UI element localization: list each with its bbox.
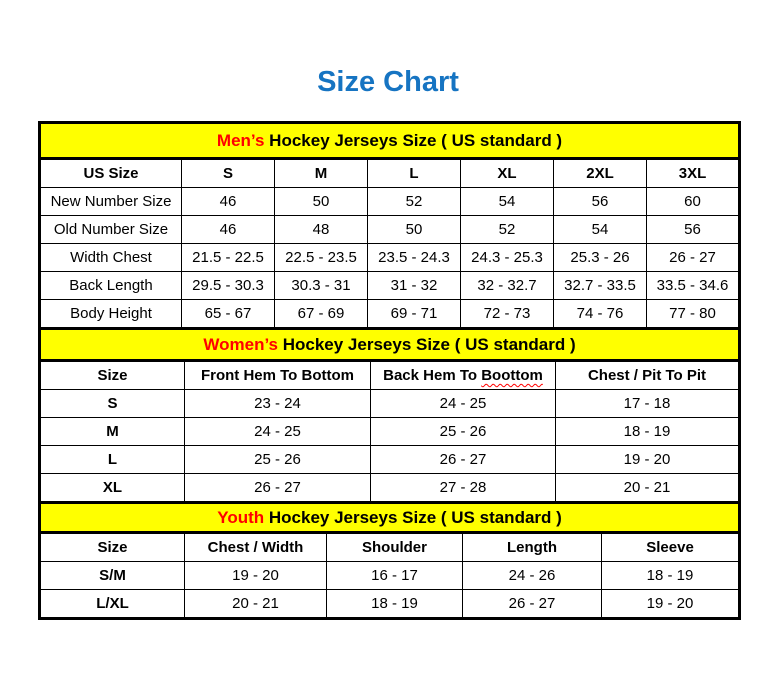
row-label: M (40, 418, 185, 446)
size-value-cell: 25 - 26 (185, 446, 371, 474)
column-header: US Size (40, 159, 182, 188)
table-row (40, 188, 740, 216)
column-header-row (40, 361, 740, 390)
row-label: New Number Size (40, 188, 182, 216)
column-header-row (40, 159, 740, 188)
section-title-rest: Hockey Jerseys Size ( US standard ) (264, 507, 562, 527)
size-value-cell: 52 (461, 216, 554, 244)
column-header: 3XL (647, 159, 740, 188)
column-header: Shoulder (327, 533, 463, 562)
column-header: Sleeve (602, 533, 740, 562)
table-row (40, 474, 740, 503)
size-value-cell: 24.3 - 25.3 (461, 244, 554, 272)
size-value-cell: 69 - 71 (368, 300, 461, 329)
table-row (40, 446, 740, 474)
size-value-cell: 30.3 - 31 (275, 272, 368, 300)
table-row (40, 300, 740, 329)
table-row (40, 244, 740, 272)
size-value-cell: 27 - 28 (371, 474, 556, 503)
section-title-rest: Hockey Jerseys Size ( US standard ) (264, 130, 563, 150)
section-title-highlight: Men’s (216, 130, 265, 150)
size-value-cell: 26 - 27 (463, 590, 602, 619)
size-value-cell: 29.5 - 30.3 (182, 272, 275, 300)
section-title (40, 503, 740, 533)
size-value-cell: 56 (554, 188, 647, 216)
section-title (40, 329, 740, 361)
size-value-cell: 32 - 32.7 (461, 272, 554, 300)
column-header: XL (461, 159, 554, 188)
size-value-cell: 18 - 19 (602, 562, 740, 590)
womens-size-table (38, 327, 741, 504)
size-value-cell: 26 - 27 (647, 244, 740, 272)
misspelled-word: Boottom (481, 367, 543, 384)
size-value-cell: 54 (461, 188, 554, 216)
size-value-cell: 46 (182, 216, 275, 244)
column-header: S (182, 159, 275, 188)
row-label: XL (40, 474, 185, 503)
size-value-cell: 22.5 - 23.5 (275, 244, 368, 272)
table-row (40, 216, 740, 244)
size-value-cell: 25.3 - 26 (554, 244, 647, 272)
size-value-cell: 19 - 20 (185, 562, 327, 590)
size-value-cell: 18 - 19 (556, 418, 740, 446)
section-title-rest: Hockey Jerseys Size ( US standard ) (278, 334, 576, 354)
size-value-cell: 72 - 73 (461, 300, 554, 329)
column-header: M (275, 159, 368, 188)
size-value-cell: 50 (275, 188, 368, 216)
column-header: L (368, 159, 461, 188)
size-value-cell: 20 - 21 (185, 590, 327, 619)
size-value-cell: 18 - 19 (327, 590, 463, 619)
size-value-cell: 19 - 20 (556, 446, 740, 474)
column-header (371, 361, 556, 390)
table-row (40, 590, 740, 619)
size-value-cell: 54 (554, 216, 647, 244)
table-row (40, 390, 740, 418)
row-label: Width Chest (40, 244, 182, 272)
row-label: Old Number Size (40, 216, 182, 244)
size-value-cell: 24 - 26 (463, 562, 602, 590)
column-header-row (40, 533, 740, 562)
section-title-highlight: Youth (217, 507, 265, 527)
size-value-cell: 65 - 67 (182, 300, 275, 329)
size-value-cell: 21.5 - 22.5 (182, 244, 275, 272)
column-header: 2XL (554, 159, 647, 188)
size-value-cell: 17 - 18 (556, 390, 740, 418)
table-row (40, 418, 740, 446)
column-header: Length (463, 533, 602, 562)
size-value-cell: 25 - 26 (371, 418, 556, 446)
section-title-highlight: Women’s (203, 334, 278, 354)
size-value-cell: 60 (647, 188, 740, 216)
size-value-cell: 26 - 27 (371, 446, 556, 474)
size-value-cell: 20 - 21 (556, 474, 740, 503)
size-value-cell: 33.5 - 34.6 (647, 272, 740, 300)
row-label: S/M (40, 562, 185, 590)
size-value-cell: 23.5 - 24.3 (368, 244, 461, 272)
column-header: Front Hem To Bottom (185, 361, 371, 390)
column-header: Chest / Width (185, 533, 327, 562)
size-value-cell: 67 - 69 (275, 300, 368, 329)
section-title (40, 123, 740, 159)
size-value-cell: 24 - 25 (371, 390, 556, 418)
row-label: L/XL (40, 590, 185, 619)
column-header-text: Back Hem To (383, 367, 482, 384)
size-value-cell: 56 (647, 216, 740, 244)
size-value-cell: 50 (368, 216, 461, 244)
youth-size-table (38, 501, 741, 620)
size-chart-tables (38, 121, 738, 620)
page-title: Size Chart (317, 66, 459, 98)
size-value-cell: 19 - 20 (602, 590, 740, 619)
size-value-cell: 74 - 76 (554, 300, 647, 329)
size-value-cell: 48 (275, 216, 368, 244)
mens-size-table (38, 121, 741, 330)
size-value-cell: 23 - 24 (185, 390, 371, 418)
column-header: Size (40, 361, 185, 390)
size-value-cell: 16 - 17 (327, 562, 463, 590)
size-value-cell: 77 - 80 (647, 300, 740, 329)
size-value-cell: 24 - 25 (185, 418, 371, 446)
table-row (40, 562, 740, 590)
table-row (40, 272, 740, 300)
size-value-cell: 52 (368, 188, 461, 216)
section-band (40, 123, 740, 159)
size-value-cell: 26 - 27 (185, 474, 371, 503)
size-value-cell: 46 (182, 188, 275, 216)
section-band (40, 503, 740, 533)
column-header: Chest / Pit To Pit (556, 361, 740, 390)
size-value-cell: 31 - 32 (368, 272, 461, 300)
row-label: Body Height (40, 300, 182, 329)
row-label: S (40, 390, 185, 418)
section-band (40, 329, 740, 361)
size-value-cell: 32.7 - 33.5 (554, 272, 647, 300)
column-header: Size (40, 533, 185, 562)
row-label: Back Length (40, 272, 182, 300)
row-label: L (40, 446, 185, 474)
